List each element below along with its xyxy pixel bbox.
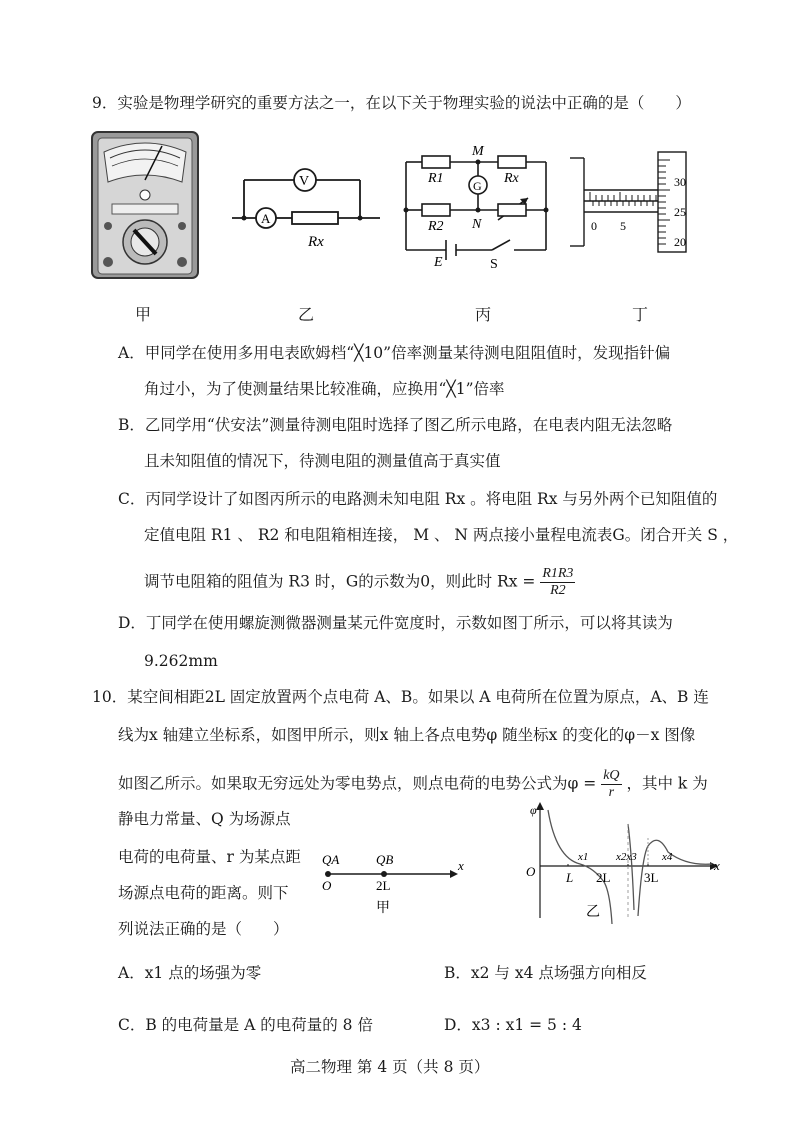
q9-option-c-line3-text: 调节电阻箱的阻值为 R3 时，G的示数为0，则此时 Rx = [144,572,536,591]
thimble-25: 25 [674,205,686,219]
fig-bing-label: 丙 [475,305,492,324]
q9-option-a-line1: A．甲同学在使用多用电表欧姆档“╳10”倍率测量某待测电阻阻值时，发现指针偏 [118,344,671,362]
q10-stem-line4: 静电力常量、Q 为场源点 [118,810,291,828]
origin-label: O [322,878,332,893]
q10-stem-line3 [118,768,708,801]
q10-option-b: B．x2 与 x4 点场强方向相反 [444,964,647,982]
q10-option-c: C．B 的电荷量是 A 的电荷量的 8 倍 [118,1016,373,1034]
phi-x-graph [508,798,723,928]
graph-2l-label: 2L [596,870,611,885]
q9-option-a-line2: 角过小，为了使测量结果比较准确，应换用“╳1”倍率 [144,380,505,398]
fig-ding-label: 丁 [632,305,649,324]
r2-label: R2 [428,219,444,234]
rx-label: Rx [504,171,519,186]
two-l-label: 2L [376,878,391,893]
potential-formula [601,768,621,801]
q10-option-d: D．x3 : x1 = 5 : 4 [444,1016,582,1034]
micrometer-figure [566,150,714,254]
circuit-yi [232,162,380,252]
node-n-label: N [472,217,482,232]
page-footer: 高二物理 第 4 页（共 8 页） [290,1058,490,1076]
q9-option-d-line1: D．丁同学在使用螺旋测微器测量某元件宽度时，示数如图丁所示，可以将其读为 [118,614,673,632]
graph-origin-label: O [526,864,536,879]
rx-formula-numerator: R1R3 [542,566,574,581]
battery-e-label: E [434,255,443,270]
fig-yi-label: 乙 [298,305,315,324]
r1-label: R1 [428,171,444,186]
q10-stem-line7: 列说法正确的是（ ） [118,920,289,938]
resistor-rx-label: Rx [308,234,324,250]
q10-stem-line2: 线为x 轴建立坐标系，如图甲所示，则x 轴上各点电势φ 随坐标x 的变化的φ－x 图像 [118,726,696,744]
fig-jia-q10-label: 甲 [376,901,390,916]
q10-stem-line6: 场源点电荷的距离。则下 [118,884,289,902]
fig-jia-label: 甲 [135,305,152,324]
q10-stem-line3-tail: ，其中 k 为 [626,774,708,793]
node-m-label: M [472,144,484,159]
q10-option-a: A．x1 点的场强为零 [118,964,262,982]
switch-s-label: S [490,257,498,272]
galvanometer-label: G [473,179,482,193]
q9-option-d-line2: 9.262mm [144,652,218,670]
potential-formula-numerator: kQ [603,768,620,783]
q9-option-b-line2: 且未知阻值的情况下，待测电阻的测量值高于真实值 [144,452,501,470]
phi-axis-label: φ [530,803,537,817]
q10-stem-line1: 10．某空间相距2L 固定放置两个点电荷 A、B。如果以 A 电荷所在位置为原点，A、B 连 [92,688,709,706]
potential-formula-denominator: r [608,785,615,800]
thimble-30: 30 [674,175,686,189]
qb-label: QB [376,852,394,867]
main-scale-0: 0 [591,219,597,233]
voltmeter-label: V [299,174,310,189]
main-scale-5: 5 [620,219,626,233]
x1-label: x1 [578,851,589,863]
x2x3-label: x2x3 [616,851,637,863]
q9-option-b-line1: B．乙同学用“伏安法”测量待测电阻时选择了图乙所示电路，在电表内阻无法忽略 [118,416,673,434]
multimeter-figure [90,130,202,282]
graph-x-label: x [714,858,720,873]
x4-label: x4 [662,851,673,863]
circuit-bing [402,142,552,272]
q9-option-c-line1: C．丙同学设计了如图丙所示的电路测未知电阻 Rx 。将电阻 Rx 与另外两个已知阻值的 [118,490,718,508]
q10-stem-line5: 电荷的电荷量、r 为某点距 [118,848,301,866]
graph-l-label: L [566,870,574,885]
qa-label: QA [322,852,340,867]
rx-formula [540,566,575,599]
q9-stem: 9．实验是物理学研究的重要方法之一，在以下关于物理实验的说法中正确的是（ ） [92,94,691,112]
thimble-20: 20 [674,235,686,249]
charges-axis-figure [318,848,468,918]
rx-formula-denominator: R2 [550,583,566,598]
fig-yi-q10-label: 乙 [586,905,600,920]
x-axis-label: x [458,858,464,873]
graph-3l-label: 3L [644,870,659,885]
q9-option-c-line3 [144,566,575,599]
q9-option-c-line2: 定值电阻 R1 、 R2 和电阻箱相连接， M 、 N 两点接小量程电流表G。闭合开关 S ， [144,526,739,544]
ammeter-label: A [261,211,271,226]
q10-stem-line3-text: 如图乙所示。如果取无穷远处为零电势点，则点电荷的电势公式为φ = [118,774,597,793]
